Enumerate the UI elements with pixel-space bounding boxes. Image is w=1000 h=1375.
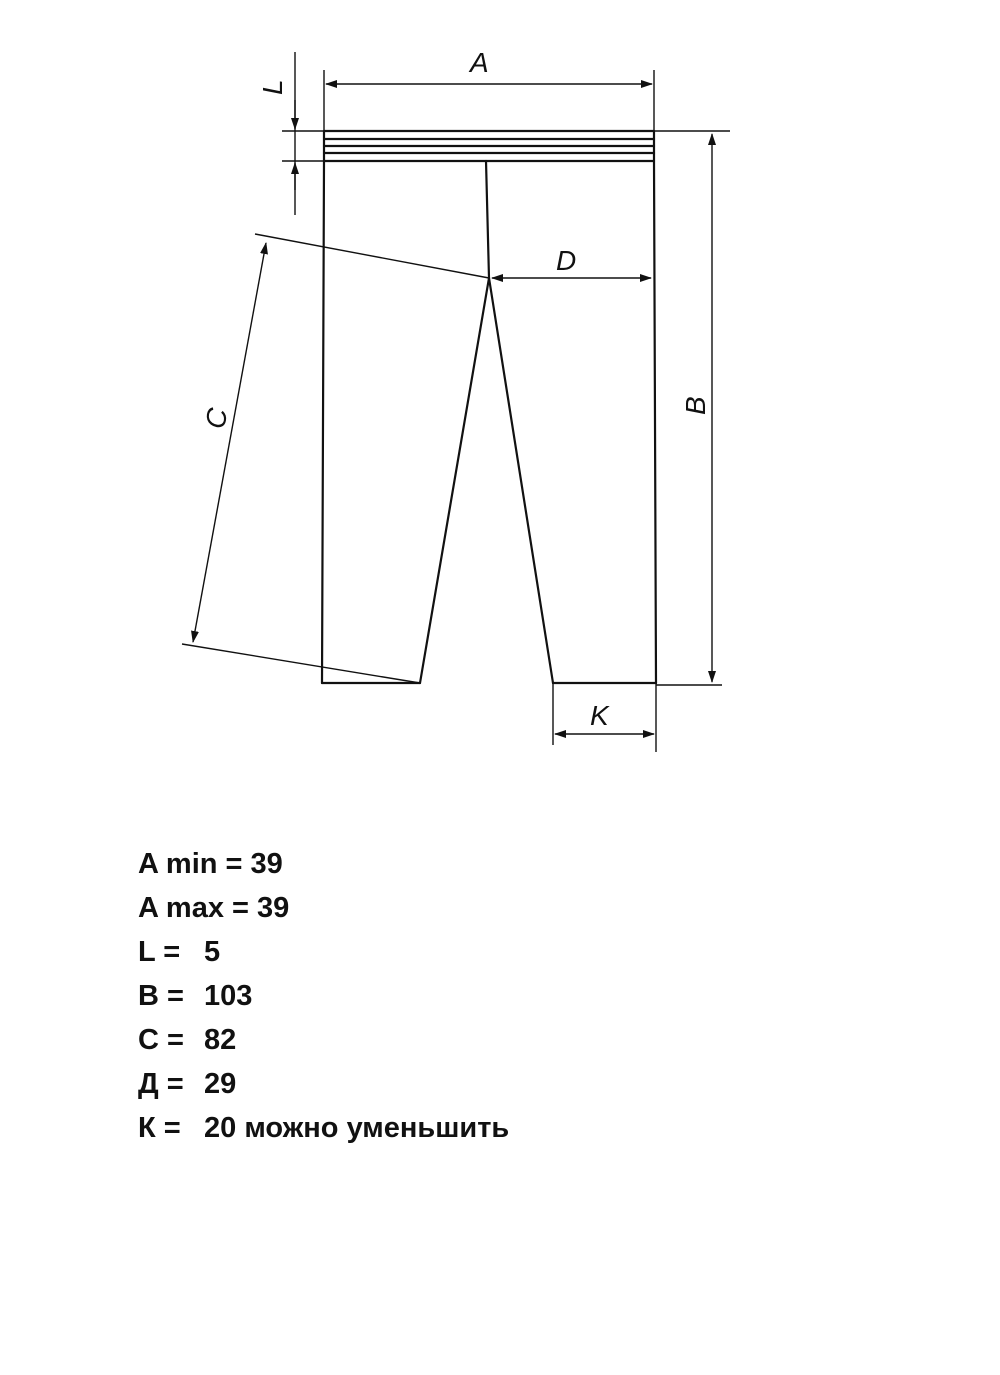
measure-key: C = bbox=[138, 1024, 184, 1056]
measure-value: 39 bbox=[256, 892, 290, 924]
measure-value: 39 bbox=[250, 848, 283, 880]
measure-key: A min = bbox=[138, 848, 243, 880]
measure-key: К = bbox=[138, 1112, 181, 1144]
inseam-left bbox=[420, 278, 489, 683]
pants-outline bbox=[322, 131, 656, 683]
measure-a-min bbox=[138, 842, 509, 886]
label-c: C bbox=[199, 405, 234, 432]
dimension-labels bbox=[199, 47, 711, 731]
measure-a-max bbox=[138, 886, 509, 930]
measure-key: Д = bbox=[138, 1068, 184, 1100]
label-d: D bbox=[556, 245, 577, 276]
dim-c-line bbox=[193, 243, 266, 642]
measure-key: B = bbox=[138, 980, 184, 1012]
measure-d bbox=[138, 1062, 509, 1106]
inseam-right bbox=[489, 278, 553, 683]
measure-key: A max = bbox=[138, 892, 249, 924]
dim-c-ext-bottom bbox=[182, 644, 420, 683]
label-a: A bbox=[470, 47, 489, 78]
label-b: B bbox=[680, 396, 711, 415]
label-l: L bbox=[257, 79, 288, 95]
measure-value: 5 bbox=[204, 936, 221, 968]
measure-l bbox=[138, 930, 509, 974]
measure-value: 82 bbox=[204, 1024, 237, 1056]
measure-value: 103 bbox=[204, 980, 253, 1012]
dimension-lines bbox=[182, 52, 730, 752]
dim-c-ext-top bbox=[255, 234, 489, 278]
outer-seam-right bbox=[654, 161, 656, 683]
measure-value: 20 можно уменьшить bbox=[204, 1112, 510, 1144]
measure-k bbox=[138, 1106, 509, 1150]
measure-b bbox=[138, 974, 509, 1018]
measure-value: 29 bbox=[204, 1068, 237, 1100]
measure-key: L = bbox=[138, 936, 181, 968]
measurement-list bbox=[138, 842, 509, 1150]
outer-seam-left bbox=[322, 161, 324, 683]
measure-c bbox=[138, 1018, 509, 1062]
label-k: K bbox=[590, 700, 609, 731]
center-seam bbox=[486, 161, 489, 278]
